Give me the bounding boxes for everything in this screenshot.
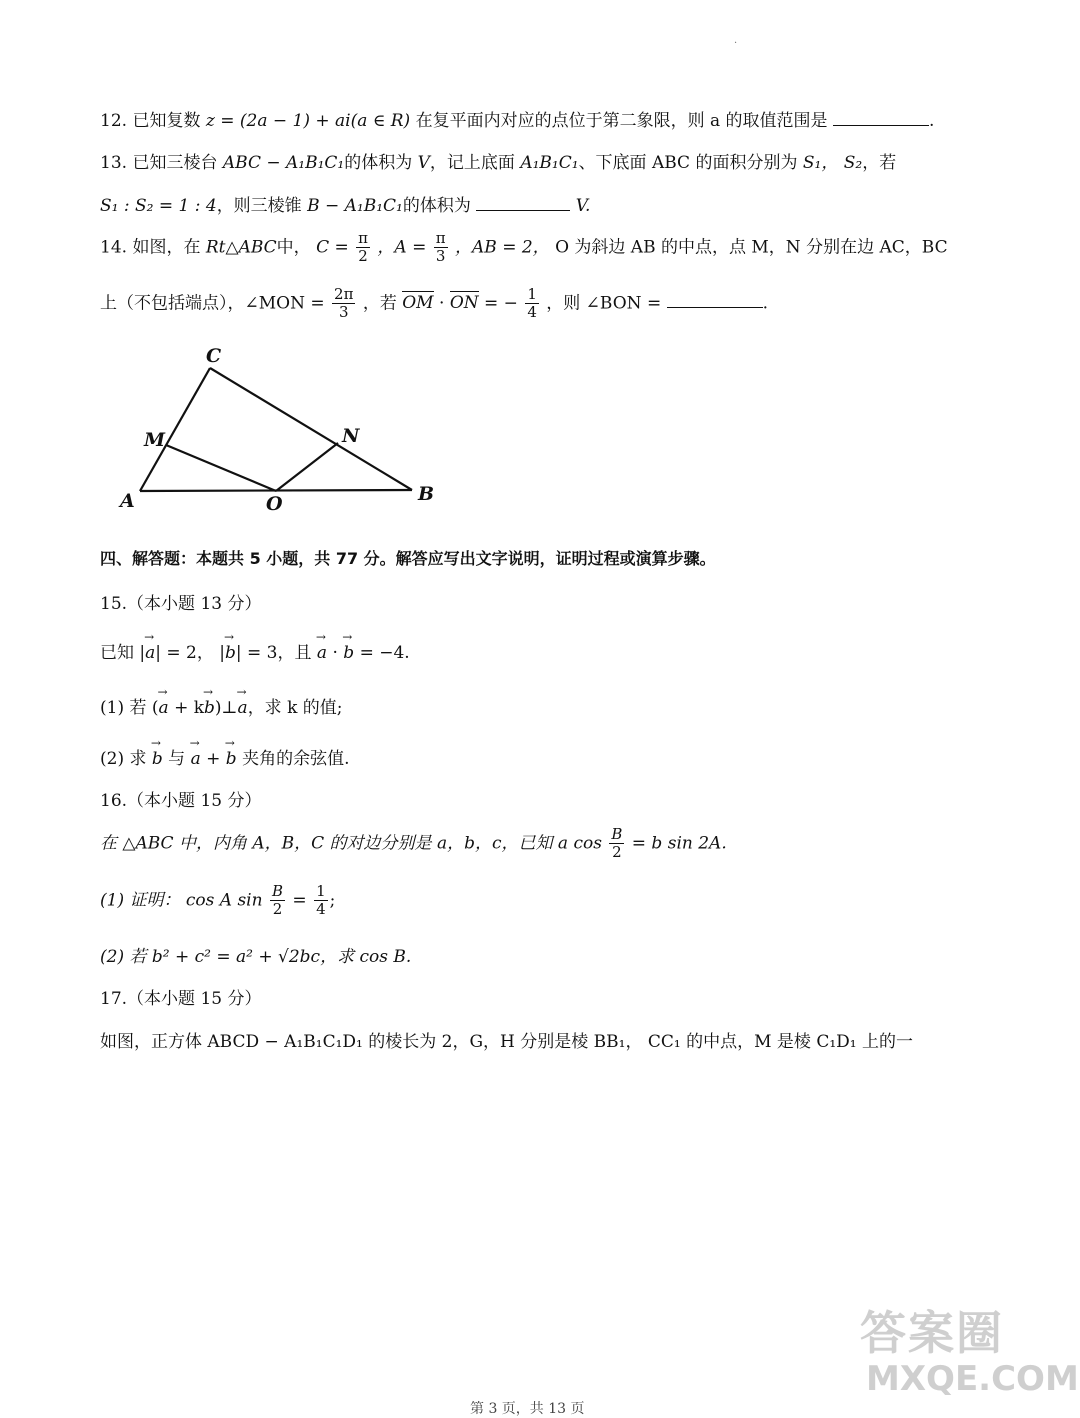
q15-p2-vector-b2: → b	[226, 749, 237, 769]
q14-val-fraction	[525, 286, 539, 322]
q14-om-vector: OM	[402, 293, 434, 314]
q15-p1-vector-a: → a	[159, 698, 169, 718]
edge-cb	[210, 368, 412, 490]
watermark-line2: MXQE.COM	[866, 1359, 1079, 1399]
q13-line2-mid: ，则三棱锥	[216, 196, 302, 216]
triangle-figure	[110, 345, 450, 520]
q15-p2-mid: 与	[162, 749, 191, 769]
vector-a-dot: → a	[317, 643, 327, 663]
q15-p1-vector-a2: → a	[238, 698, 248, 718]
q14-mon-den: 3	[338, 303, 349, 322]
q14-prefix: 14. 如图，在	[100, 237, 201, 258]
q15-p1-mid: + k	[168, 698, 205, 718]
q16-given-prefix: 在 △ABC 中，内角 A，B，C 的对边分别是 a，b，c，已知 a cos	[100, 833, 602, 854]
q16-part1	[100, 883, 335, 919]
q13-volume: V	[417, 153, 430, 173]
question-13-line2	[100, 191, 590, 216]
q17-text: 如图，正方体 ABCD − A₁B₁C₁D₁ 的棱长为 2，G，H 分别是棱 BB₁， CC₁ 的中点，M 是棱 C₁D₁ 上的一	[100, 1032, 914, 1052]
section-4-title: 四、解答题：本题共 5 小题，共 77 分。解答应写出文字说明，证明过程或演算步骤。	[100, 549, 716, 568]
q15-p2-vector-b: → b	[152, 749, 163, 769]
page-footer: 第 3 页，共 13 页	[470, 1401, 585, 1417]
q13-line2-end: V.	[575, 196, 591, 216]
q16-b-num: B	[611, 825, 623, 843]
q13-mid2: ，记上底面	[429, 153, 515, 173]
question-13-line1	[100, 148, 896, 173]
q15-p1-mid2: )⊥	[214, 698, 238, 718]
q14-rest: O 为斜边 AB 的中点，点 M，N 分别在边 AC，BC	[555, 237, 948, 258]
vector-b-dot: → b	[343, 643, 354, 663]
watermark-logo	[860, 1297, 1079, 1407]
q14-answer-blank	[667, 293, 763, 308]
q14-val-num: 1	[527, 285, 537, 303]
q14-c-fraction	[356, 230, 370, 266]
q15-p1-end: ，求 k 的值;	[247, 698, 343, 718]
q14-dot: ·	[433, 293, 450, 314]
q15-part2	[100, 744, 350, 769]
q14-mon-fraction	[332, 286, 355, 322]
q14-mon-num: 2π	[334, 285, 354, 303]
q16-p1-den: 4	[316, 900, 326, 919]
label-n: N	[342, 425, 360, 447]
question-12	[100, 106, 934, 131]
q16-b-den: 2	[612, 843, 622, 862]
q13-line2-mid2: 的体积为	[402, 196, 471, 216]
q12-answer-blank	[833, 111, 929, 126]
q13-areas: S₁， S₂	[802, 153, 863, 173]
label-b: B	[418, 483, 435, 505]
q16-part2: (2) 若 b² + c² = a² + √2bc，求 cos B.	[100, 947, 412, 967]
q15-p1-vector-b: → b	[204, 698, 215, 718]
q14-eq: = −	[478, 293, 518, 314]
q13-prefix: 13. 已知三棱台	[100, 153, 218, 173]
q15-given-prefix: 已知 |	[100, 643, 146, 663]
q14-end: .	[762, 293, 769, 314]
q15-p1-prefix: (1) 若 (	[100, 698, 159, 718]
q14-mid1: 中，	[276, 237, 311, 258]
label-c: C	[206, 345, 222, 367]
q16-given	[100, 826, 727, 862]
q15-header: 15.（本小题 13 分）	[100, 594, 262, 614]
q15-given-end: = −4.	[354, 643, 410, 663]
q14-line2-mid2: ，则 ∠BON =	[546, 293, 662, 314]
q16-p1-b-den: 2	[272, 900, 283, 919]
segment-om	[166, 445, 276, 491]
q13-mid: 的体积为	[344, 153, 413, 173]
q15-p2-prefix: (2) 求	[100, 749, 147, 769]
q15-part1	[100, 693, 343, 718]
q16-p1-eq: =	[292, 890, 307, 911]
q16-p1-end: ;	[329, 890, 336, 911]
q14-a-eq: ，A =	[377, 237, 427, 258]
q16-p1-b-fraction	[270, 883, 285, 919]
q14-ab: ，AB = 2，	[455, 237, 550, 258]
q12-end: .	[928, 111, 935, 131]
q16-p1-num: 1	[316, 882, 326, 900]
q13-pyramid: B − A₁B₁C₁	[307, 196, 403, 216]
q15-p2-vector-a: → a	[191, 749, 201, 769]
q16-p1-prefix: (1) 证明： cos A sin	[100, 890, 263, 911]
q12-prefix: 12. 已知复数	[100, 111, 201, 131]
q13-mid3: 、下底面 ABC 的面积分别为	[578, 153, 798, 173]
q16-p1-quarter	[314, 883, 328, 919]
segment-on	[276, 443, 338, 491]
q13-ratio: S₁ : S₂ = 1 : 4	[100, 196, 217, 216]
q12-suffix: 在复平面内对应的点位于第二象限，则 a 的取值范围是	[415, 111, 828, 131]
watermark-line1: 答案圈	[860, 1306, 1004, 1360]
q13-answer-blank	[476, 196, 570, 211]
vector-a: → a	[145, 643, 155, 663]
q14-c-den: 2	[358, 247, 368, 266]
q14-c-num: π	[358, 229, 368, 247]
q15-p2-end: 夹角的余弦值.	[236, 749, 350, 769]
q17-header: 17.（本小题 15 分）	[100, 989, 262, 1009]
label-m: M	[144, 429, 166, 451]
q16-p1-b-num: B	[271, 882, 283, 900]
q13-line1-end: ，若	[862, 153, 897, 173]
q14-triangle: Rt△ABC	[205, 237, 277, 258]
q13-top-face: A₁B₁C₁	[520, 153, 579, 173]
q14-a-num: π	[435, 229, 446, 247]
q15-given-mid1: | = 2， |	[155, 643, 226, 663]
q14-c-eq: C =	[316, 237, 349, 258]
q15-given-mid2: | = 3，且	[235, 643, 312, 663]
label-a: A	[120, 490, 135, 512]
label-o: O	[266, 493, 283, 515]
q16-b-fraction	[609, 826, 624, 862]
vector-b: → b	[225, 643, 236, 663]
q14-on-vector: ON	[449, 293, 479, 314]
q14-line2-prefix: 上（不包括端点），∠MON =	[100, 293, 325, 314]
q15-given: 已知 |→ a| = 2， |→ b| = 3，且 → a · → b = −4.	[100, 638, 410, 663]
q14-val-den: 4	[527, 303, 537, 322]
q12-formula: z = (2a − 1) + ai(a ∈ R)	[205, 111, 411, 131]
q13-frustum: ABC − A₁B₁C₁	[222, 153, 345, 173]
question-14-line2	[100, 286, 768, 322]
q16-given-end: = b sin 2A.	[631, 833, 727, 854]
q15-p2-plus: +	[200, 749, 226, 769]
q16-header: 16.（本小题 15 分）	[100, 791, 262, 811]
q14-a-den: 3	[435, 247, 446, 266]
q14-a-fraction	[434, 230, 448, 266]
q14-line2-mid: ，若	[362, 293, 397, 314]
question-14-line1	[100, 230, 948, 266]
scan-dot: ·	[734, 38, 738, 49]
